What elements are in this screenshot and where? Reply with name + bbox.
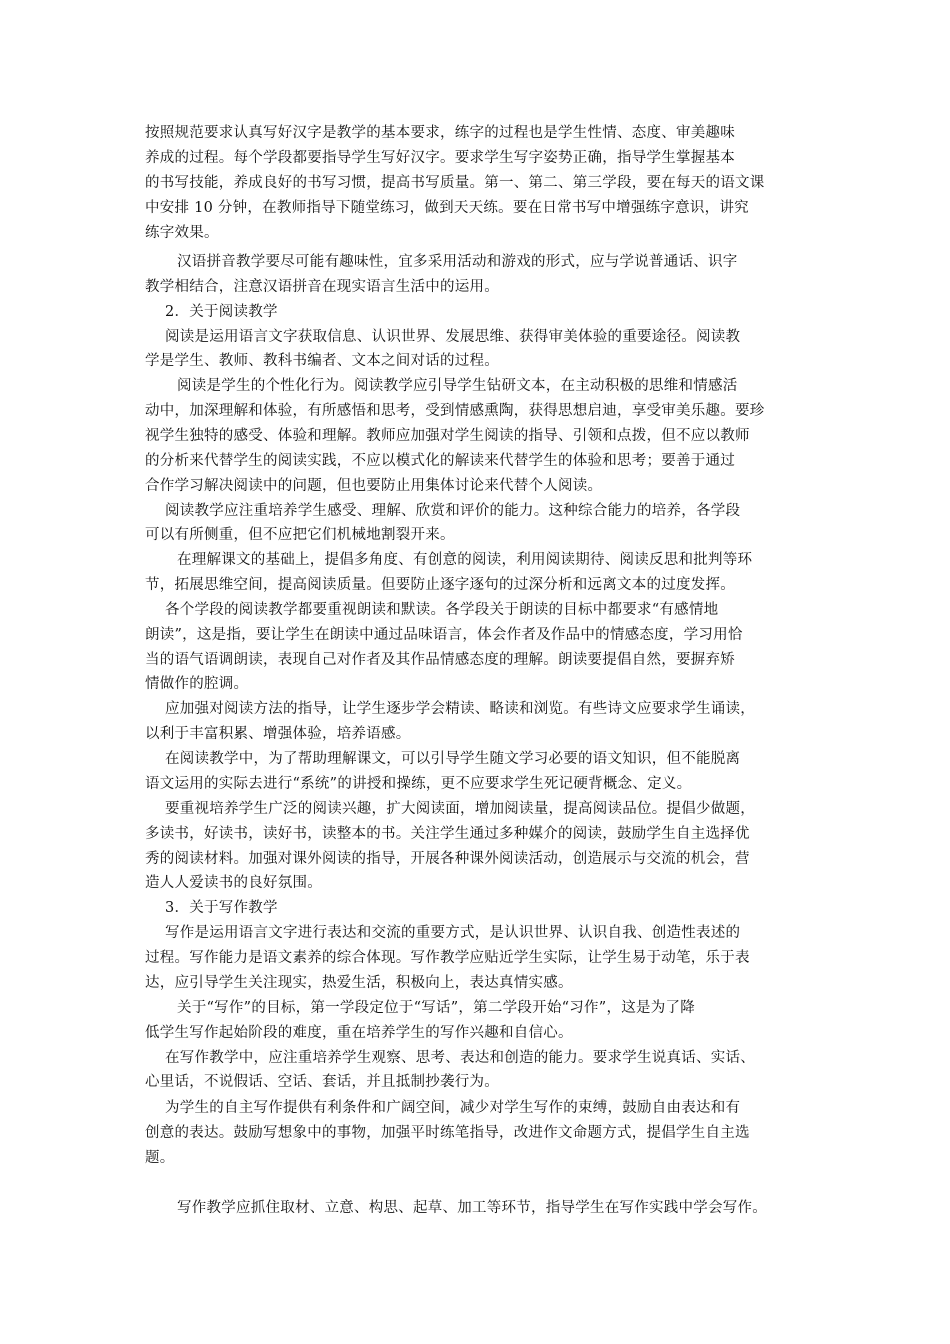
section-heading: 3．关于写作教学 xyxy=(165,900,278,916)
text-line: 多读书，好读书，读好书，读整本的书。关注学生通过多种媒介的阅读，鼓励学生自主选择优 xyxy=(145,826,750,842)
text-line: 可以有所侧重，但不应把它们机械地割裂开来。 xyxy=(145,527,455,543)
text-line: 动中，加深理解和体验，有所感悟和思考，受到情感熏陶，获得思想启迪，享受审美乐趣。要珍 xyxy=(145,403,765,419)
text-line: 创意的表达。鼓励写想象中的事物，加强平时练笔指导，改进作文命题方式，提倡学生自主选 xyxy=(145,1125,750,1141)
text-line: 视学生独特的感受、体验和理解。教师应加强对学生阅读的指导、引领和点拨，但不应以教师 xyxy=(145,428,750,444)
text-line: 秀的阅读材料。加强对课外阅读的指导，开展各种课外阅读活动，创造展示与交流的机会，营 xyxy=(145,851,750,867)
text-line: 达，应引导学生关注现实，热爱生活，积极向上，表达真情实感。 xyxy=(145,975,573,991)
text-line: 在理解课文的基础上，提倡多角度、有创意的阅读，利用阅读期待、阅读反思和批判等环 xyxy=(177,552,753,568)
text-line: 的分析来代替学生的阅读实践，不应以模式化的解读来代替学生的体验和思考；要善于通过 xyxy=(145,453,735,469)
text-line: 当的语气语调朗读，表现自己对作者及其作品情感态度的理解。朗读要提倡自然，要摒弃矫 xyxy=(145,652,735,668)
text-line: 教学相结合，注意汉语拼音在现实语言生活中的运用。 xyxy=(145,279,499,295)
text-line: 为学生的自主写作提供有利条件和广阔空间，减少对学生写作的束缚，鼓励自由表达和有 xyxy=(165,1100,741,1116)
text-line: 汉语拼音教学要尽可能有趣味性，宜多采用活动和游戏的形式，应与学说普通话、识字 xyxy=(177,254,738,270)
text-line: 在阅读教学中，为了帮助理解课文，可以引导学生随文学习必要的语文知识，但不能脱离 xyxy=(165,751,741,767)
text-line: 关于“写作”的目标，第一学段定位于“写话”，第二学段开始“习作”，这是为了降 xyxy=(177,1000,695,1016)
text-line: 语文运用的实际去进行“系统”的讲授和操练，更不应要求学生死记硬背概念、定义。 xyxy=(145,776,692,792)
text-line: 应加强对阅读方法的指导，让学生逐步学会精读、略读和浏览。有些诗文应要求学生诵读， xyxy=(165,701,755,717)
text-line: 朗读”，这是指，要让学生在朗读中通过品味语言，体会作者及作品中的情感态度，学习用恰 xyxy=(145,627,743,643)
text-line: 写作教学应抓住取材、立意、构思、起草、加工等环节，指导学生在写作实践中学会写作。 xyxy=(177,1200,767,1216)
section-heading: 2．关于阅读教学 xyxy=(165,304,278,320)
text-line: 节，拓展思维空间，提高阅读质量。但要防止逐字逐句的过深分析和远离文本的过度发挥。 xyxy=(145,577,735,593)
text-line: 养成的过程。每个学段都要指导学生写好汉字。要求学生写字姿势正确，指导学生掌握基本 xyxy=(145,150,735,166)
text-line: 低学生写作起始阶段的难度，重在培养学生的写作兴趣和自信心。 xyxy=(145,1025,573,1041)
text-line: 阅读是学生的个性化行为。阅读教学应引导学生钻研文本，在主动积极的思维和情感活 xyxy=(177,378,738,394)
text-line: 按照规范要求认真写好汉字是教学的基本要求，练字的过程也是学生性情、态度、审美趣味 xyxy=(145,125,735,141)
text-line: 写作是运用语言文字进行表达和交流的重要方式，是认识世界、认识自我、创造性表述的 xyxy=(165,925,741,941)
text-line: 阅读教学应注重培养学生感受、理解、欣赏和评价的能力。这种综合能力的培养，各学段 xyxy=(165,503,741,519)
text-line: 阅读是运用语言文字获取信息、认识世界、发展思维、获得审美体验的重要途径。阅读教 xyxy=(165,329,741,345)
text-line: 以利于丰富积累、增强体验，培养语感。 xyxy=(145,726,411,742)
text-line: 在写作教学中，应注重培养学生观察、思考、表达和创造的能力。要求学生说真话、实话、 xyxy=(165,1050,755,1066)
text-line: 过程。写作能力是语文素养的综合体现。写作教学应贴近学生实际，让学生易于动笔，乐于表 xyxy=(145,950,750,966)
text-line: 学是学生、教师、教科书编者、文本之间对话的过程。 xyxy=(145,353,499,369)
text-line: 中安排 10 分钟，在教师指导下随堂练习，做到天天练。要在日常书写中增强练字意识，讲究 xyxy=(145,200,749,216)
text-line: 造人人爱读书的良好氛围。 xyxy=(145,875,322,891)
text-line: 合作学习解决阅读中的问题，但也要防止用集体讨论来代替个人阅读。 xyxy=(145,478,603,494)
text-line: 的书写技能，养成良好的书写习惯，提高书写质量。第一、第二、第三学段，要在每天的语文课 xyxy=(145,175,765,191)
text-line: 要重视培养学生广泛的阅读兴趣，扩大阅读面，增加阅读量，提高阅读品位。提倡少做题， xyxy=(165,801,755,817)
text-line: 各个学段的阅读教学都要重视朗读和默读。各学段关于朗读的目标中都要求“有感情地 xyxy=(165,602,719,618)
text-line: 情做作的腔调。 xyxy=(145,676,249,692)
text-line: 题。 xyxy=(145,1150,175,1166)
text-line: 练字效果。 xyxy=(145,225,219,241)
text-line: 心里话，不说假话、空话、套话，并且抵制抄袭行为。 xyxy=(145,1074,499,1090)
